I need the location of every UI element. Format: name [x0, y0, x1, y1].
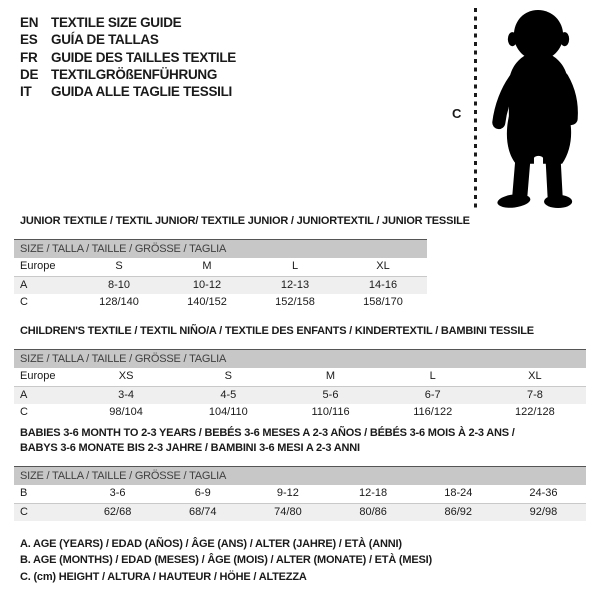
size-cell: 128/140: [99, 296, 139, 308]
size-cell: M: [325, 370, 336, 382]
size-cell: 14-16: [368, 278, 398, 291]
size-table: [14, 466, 586, 521]
language-label: TEXTILGRÖßENFÜHRUNG: [51, 66, 218, 82]
row-label: B: [20, 487, 28, 499]
size-cell: 110/116: [311, 406, 350, 418]
size-cell: 3-6: [109, 487, 126, 499]
size-cell: XS: [118, 370, 134, 382]
size-cell: L: [291, 260, 299, 272]
language-code: EN: [20, 15, 39, 30]
table-block-2: [14, 324, 586, 422]
legend-line: A. AGE (YEARS) / EDAD (AÑOS) / ÂGE (ANS) / ALTER (JAHRE) / ETÀ (ANNI): [20, 538, 402, 550]
language-list: [20, 14, 236, 100]
size-cell: 8-10: [107, 278, 131, 291]
legend-line: C. (cm) HEIGHT / ALTURA / HAUTEUR / HÖHE / ALTEZZA: [20, 570, 307, 583]
size-cell: 12-18: [359, 487, 388, 499]
size-cell: 24-36: [529, 487, 558, 499]
size-cell: 98/104: [109, 406, 143, 418]
table-title: CHILDREN'S TEXTILE / TEXTIL NIÑO/A / TEXTILE DES ENFANTS / KINDERTEXTIL / BAMBINI TESSILE: [20, 325, 534, 337]
size-cell: 140/152: [187, 296, 227, 308]
table-row: [14, 258, 427, 277]
size-cell: 7-8: [526, 388, 543, 401]
table-header-size-row: SIZE / TALLA / TAILLE / GRÖSSE / TAGLIA: [14, 467, 586, 485]
size-table: [14, 349, 586, 422]
language-row: [20, 83, 236, 100]
size-cell: S: [115, 260, 123, 272]
row-label: A: [20, 388, 28, 401]
table-row: [14, 485, 586, 504]
row-label: C: [20, 406, 28, 418]
size-cell: 62/68: [103, 505, 132, 518]
size-cell: 116/122: [413, 406, 453, 418]
size-cell: XL: [376, 260, 390, 272]
table-header-size-row: SIZE / TALLA / TAILLE / GRÖSSE / TAGLIA: [14, 350, 586, 368]
table-title: BABIES 3-6 MONTH TO 2-3 YEARS / BEBÉS 3-6 MESES A 2-3 AÑOS / BÉBÉS 3-6 MOIS À 2-3 ANS /: [20, 427, 515, 439]
size-cell: 3-4: [118, 388, 135, 401]
row-label: Europe: [20, 260, 56, 272]
size-cell: 86/92: [444, 505, 473, 518]
table-row: [14, 404, 586, 422]
size-cell: XL: [528, 370, 542, 382]
language-row: [20, 49, 236, 66]
baby-silhouette: [482, 8, 594, 209]
table-header-size-row: SIZE / TALLA / TAILLE / GRÖSSE / TAGLIA: [14, 240, 427, 258]
language-label: GUIDA ALLE TAGLIE TESSILI: [51, 84, 232, 100]
language-label: GUÍA DE TALLAS: [51, 32, 159, 48]
row-label: C: [20, 505, 28, 518]
table-row: [14, 277, 427, 295]
table-title: JUNIOR TEXTILE / TEXTIL JUNIOR/ TEXTILE JUNIOR / JUNIORTEXTIL / JUNIOR TESSILE: [20, 215, 470, 227]
size-cell: 4-5: [220, 388, 237, 401]
size-cell: S: [224, 370, 232, 382]
measurement-legend: [20, 536, 432, 585]
size-table: [14, 239, 427, 312]
size-cell: 9-12: [276, 487, 299, 499]
row-label: A: [20, 278, 28, 291]
height-label-c: C: [452, 106, 462, 121]
language-row: [20, 66, 236, 83]
language-label: GUIDE DES TAILLES TEXTILE: [51, 49, 237, 65]
table-block-3: [14, 426, 586, 521]
language-row: [20, 31, 236, 48]
language-code: ES: [20, 32, 38, 48]
size-cell: 104/110: [208, 406, 248, 418]
table-block-1: [14, 214, 470, 312]
size-cell: 68/74: [188, 505, 217, 518]
table-row: [14, 368, 586, 387]
size-cell: 10-12: [192, 278, 222, 291]
size-cell: 74/80: [274, 505, 302, 518]
language-row: [20, 14, 236, 31]
size-cell: 6-9: [194, 487, 211, 499]
size-cell: L: [429, 370, 436, 382]
size-cell: 80/86: [359, 505, 387, 518]
size-cell: 5-6: [322, 388, 339, 401]
size-cell: M: [202, 260, 212, 272]
size-cell: 12-13: [280, 278, 310, 291]
language-code: FR: [20, 49, 38, 65]
size-cell: 122/128: [515, 406, 555, 418]
table-row: [14, 294, 427, 312]
size-cell: 6-7: [424, 388, 441, 401]
language-code: IT: [20, 84, 32, 100]
table-title: BABYS 3-6 MONATE BIS 2-3 JAHRE / BAMBINI 3-6 MESI A 2-3 ANNI: [20, 442, 360, 454]
height-dashed-line: [474, 8, 477, 209]
language-code: DE: [20, 66, 39, 82]
language-label: TEXTILE SIZE GUIDE: [51, 15, 182, 30]
row-label: C: [20, 296, 28, 308]
size-cell: 158/170: [363, 296, 403, 308]
size-cell: 152/158: [275, 296, 315, 308]
size-cell: 18-24: [444, 487, 473, 499]
table-row: [14, 387, 586, 405]
size-cell: 92/98: [529, 505, 558, 518]
table-row: [14, 504, 586, 522]
legend-line: B. AGE (MONTHS) / EDAD (MESES) / ÂGE (MOIS) / ALTER (MONATE) / ETÀ (MESI): [20, 554, 432, 567]
row-label: Europe: [20, 370, 56, 382]
